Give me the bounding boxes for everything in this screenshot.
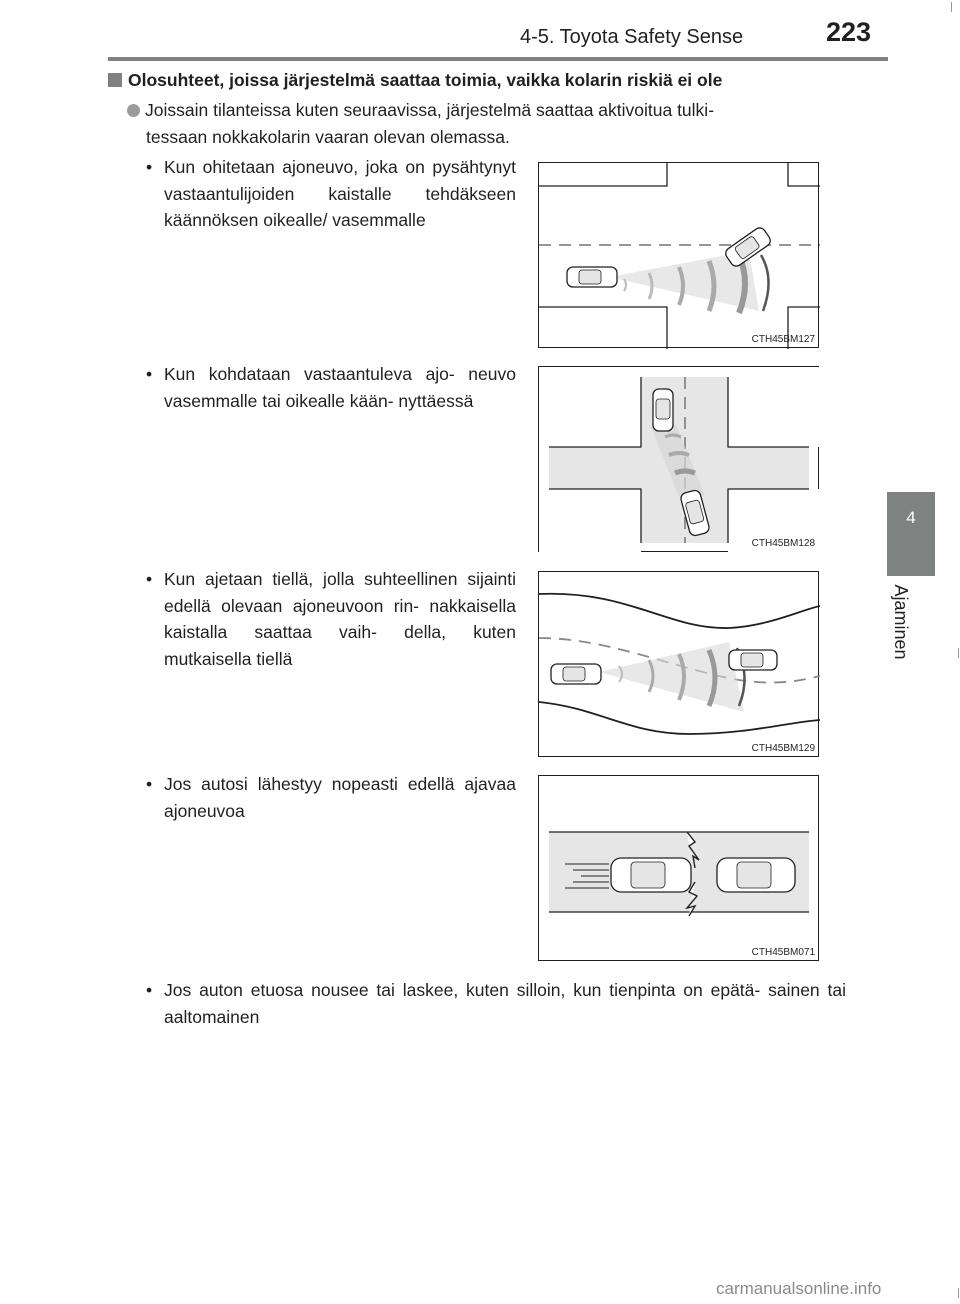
page-number: 223	[826, 17, 872, 47]
corner-mark-mid	[958, 648, 959, 658]
chapter-tab	[887, 492, 935, 576]
intro-paragraph	[127, 97, 847, 151]
corner-mark-bottom	[958, 1288, 959, 1298]
figure-drawing	[539, 776, 820, 962]
header-rule	[108, 57, 888, 61]
figure-drawing	[539, 163, 820, 349]
list-item-text: Jos autosi lähestyy nopeasti edellä ajavaa ajoneuvoa	[164, 774, 516, 821]
intro-line-1-text: Joissain tilanteissa kuten seuraavissa, järjestelmä saattaa aktivoitua tulki-	[145, 100, 715, 120]
figure-code: CTH45BM127	[751, 334, 815, 345]
bullet-icon: •	[146, 774, 153, 794]
figure-rapid-approach	[538, 775, 819, 961]
bullet-icon: •	[146, 980, 153, 1000]
list-item-text: Kun kohdataan vastaantuleva ajo- neuvo vasemmalle tai oikealle kään- nyttäessä	[164, 364, 516, 411]
list-item	[146, 361, 516, 414]
corner-mark-top	[951, 2, 952, 12]
bullet-icon: •	[146, 157, 153, 177]
bullet-icon: •	[146, 569, 153, 589]
list-item-text: Jos auton etuosa nousee tai laskee, kuten silloin, kun tienpinta on epätä- sainen tai aaltomainen	[164, 980, 846, 1027]
figure-drawing	[539, 367, 820, 553]
list-item	[146, 566, 516, 672]
figure-winding-road	[538, 571, 819, 757]
header-title: 4-5. Toyota Safety Sense	[520, 26, 744, 48]
figure-overtaking-turning-vehicle	[538, 162, 819, 348]
chapter-label: Ajaminen	[891, 584, 911, 660]
figure-code: CTH45BM071	[751, 947, 815, 958]
watermark: carmanualsonline.info	[716, 1279, 882, 1298]
list-item-text: Kun ohitetaan ajoneuvo, joka on pysähtynyt vastaantulijoiden kaistalle tehdäkseen käännöksen oikealle/ vasemmalle	[164, 157, 516, 230]
figure-oncoming-vehicle-turning	[538, 366, 819, 552]
circle-bullet-icon	[127, 104, 140, 117]
list-item-text: Kun ajetaan tiellä, jolla suhteellinen sijainti edellä olevaan ajoneuvoon rin- nakkaisella kaistalla saattaa vaih- della, kuten mutkaisella tiellä	[164, 569, 516, 669]
intro-line-2: tessaan nokkakolarin vaaran olevan olemassa.	[146, 127, 510, 147]
list-item	[146, 154, 516, 234]
list-item	[146, 977, 846, 1030]
section-heading	[108, 70, 888, 91]
figure-drawing	[539, 572, 820, 758]
chapter-number: 4	[906, 508, 916, 527]
figure-code: CTH45BM128	[751, 538, 815, 549]
figure-code: CTH45BM129	[751, 743, 815, 754]
list-item	[146, 771, 516, 824]
section-heading-text: Olosuhteet, joissa järjestelmä saattaa toimia, vaikka kolarin riskiä ei ole	[128, 70, 723, 90]
intro-line-1	[127, 97, 847, 124]
heading-square-icon	[108, 73, 122, 87]
bullet-icon: •	[146, 364, 153, 384]
